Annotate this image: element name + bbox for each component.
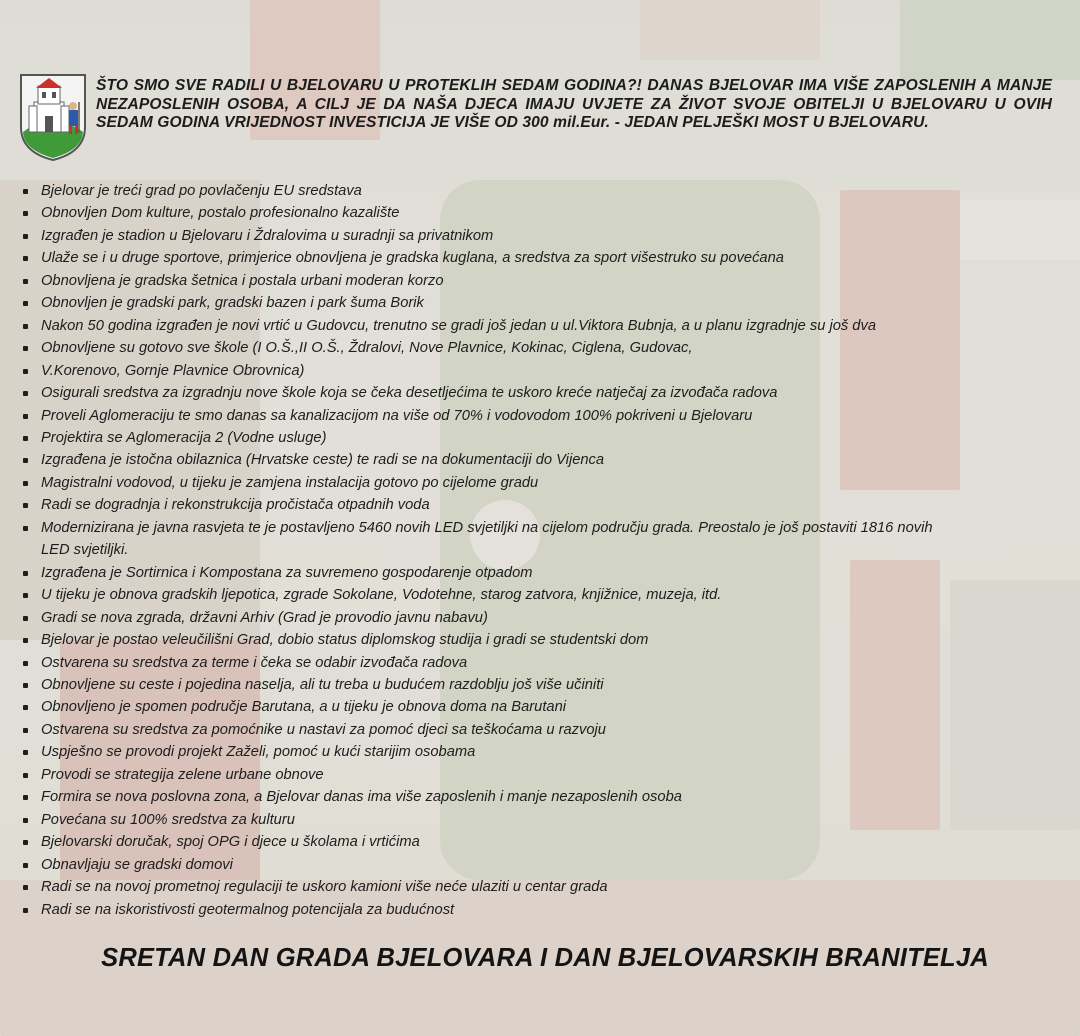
list-item: Bjelovar je treći grad po povlačenju EU sredstava [22,180,1062,202]
list-item: Obnovljena je gradska šetnica i postala urbani moderan korzo [22,270,1062,292]
list-item: Povećana su 100% sredstva za kulturu [22,809,1062,831]
list-item: Obnovljen je gradski park, gradski bazen i park šuma Borik [22,292,1062,314]
achievements-list [22,180,1062,921]
list-item: Izgrađen je stadion u Bjelovaru i Ždralovima u suradnji sa privatnikom [22,225,1062,247]
list-item: Radi se dogradnja i rekonstrukcija pročistača otpadnih voda [22,494,1062,516]
list-item: Uspješno se provodi projekt Zaželi, pomoć u kući starijim osobama [22,741,1062,763]
list-item: U tijeku je obnova gradskih ljepotica, zgrade Sokolane, Vodotehne, starog zatvora, knjižnice, muzeja, itd. [22,584,1062,606]
list-item: Ulaže se i u druge sportove, primjerice obnovljena je gradska kuglana, a sredstva za sport višestruko su povećana [22,247,1062,269]
page-heading: ŠTO SMO SVE RADILI U BJELOVARU U PROTEKLIH SEDAM GODINA?! DANAS BJELOVAR IMA VIŠE ZAPOSLENIH A MANJE NEZAPOSLENIH OSOBA, A CILJ JE DA NAŠA DJECA IMAJU UVJETE ZA ŽIVOT SVOJE OBITELJI U BJELOVARU U OVIH SEDAM GODINA VRIJEDNOST INVESTICIJA JE VIŠE OD 300 mil.Eur. - JEDAN PELJEŠKI MOST U BJELOVARU. [96,77,1052,132]
list-item: Nakon 50 godina izgrađen je novi vrtić u Gudovcu, trenutno se gradi još jedan u ul.Viktora Bubnja, a u planu izgradnje su još dva [22,315,1062,337]
list-item: V.Korenovo, Gornje Plavnice Obrovnica) [22,360,1062,382]
list-item: Magistralni vodovod, u tijeku je zamjena instalacija gotovo po cijelome gradu [22,472,1062,494]
list-item: Obnovljene su gotovo sve škole (I O.Š.,II O.Š., Ždralovi, Nove Plavnice, Kokinac, Ciglena, Gudovac, [22,337,1062,359]
list-item: Gradi se nova zgrada, državni Arhiv (Grad je provodio javnu nabavu) [22,607,1062,629]
list-item: Ostvarena su sredstva za pomoćnike u nastavi za pomoć djeci sa teškoćama u razvoju [22,719,1062,741]
list-item: Proveli Aglomeraciju te smo danas sa kanalizacijom na više od 70% i vodovodom 100% pokriveni u Bjelovaru [22,405,1062,427]
bjelovar-coat-of-arms-icon [18,72,88,162]
footer-greeting: SRETAN DAN GRADA BJELOVARA I DAN BJELOVARSKIH BRANITELJA [101,944,989,972]
list-item: Obnavljaju se gradski domovi [22,854,1062,876]
list-item-continuation: LED svjetiljki. [41,542,129,559]
list-item: Bjelovar je postao veleučilišni Grad, dobio status diplomskog studija i gradi se studentski dom [22,629,1062,651]
list-item: Provodi se strategija zelene urbane obnove [22,764,1062,786]
list-item: Formira se nova poslovna zona, a Bjelovar danas ima više zaposlenih i manje nezaposlenih osoba [22,786,1062,808]
list-item: Radi se na novoj prometnoj regulaciji te uskoro kamioni više neće ulaziti u centar grada [22,876,1062,898]
list-item: Projektira se Aglomeracija 2 (Vodne usluge) [22,427,1062,449]
list-item: Izgrađena je istočna obilaznica (Hrvatske ceste) te radi se na dokumentaciji do Vijenca [22,449,1062,471]
list-item: Obnovljeno je spomen područje Barutana, a u tijeku je obnova doma na Barutani [22,696,1062,718]
list-item: Modernizirana je javna rasvjeta te je postavljeno 5460 novih LED svjetiljki na cijelom području grada. Preostalo je još postaviti 1816 novih [22,517,1062,539]
list-item: Bjelovarski doručak, spoj OPG i djece u školama i vrtićima [22,831,1062,853]
list-item: Obnovljen Dom kulture, postalo profesionalno kazalište [22,202,1062,224]
list-item: Osigurali sredstva za izgradnju nove škole koja se čeka desetljećima te uskoro kreće natječaj za izvođača radova [22,382,1062,404]
list-item: Obnovljene su ceste i pojedina naselja, ali tu treba u budućem razdoblju još više učiniti [22,674,1062,696]
list-item: Izgrađena je Sortirnica i Kompostana za suvremeno gospodarenje otpadom [22,562,1062,584]
list-item: Radi se na iskoristivosti geotermalnog potencijala za budućnost [22,899,1062,921]
list-item: Ostvarena su sredstva za terme i čeka se odabir izvođača radova [22,652,1062,674]
